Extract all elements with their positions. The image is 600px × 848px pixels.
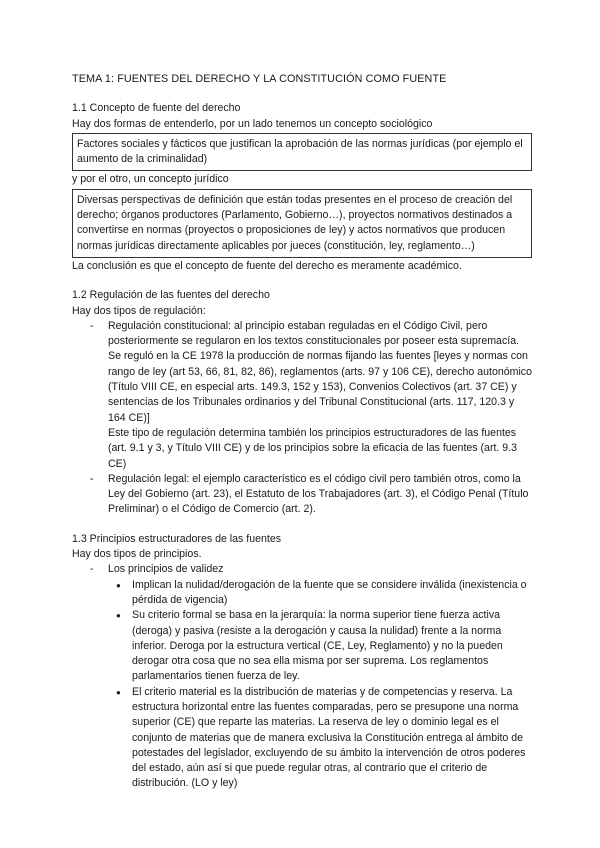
validity-bullets (72, 578, 532, 792)
section-1 (72, 101, 532, 274)
section-1-intro: Hay dos formas de entenderlo, por un lado tenemos un concepto sociológico (72, 117, 433, 130)
list-item (72, 472, 532, 518)
legal-concept-box: Diversas perspectivas de definición que están todas presentes en el proceso de creación del derecho; órganos productores (Parlamento, Gobierno…), proyectos normativos destinados a convertirse en normas (proyectos o proposiciones de ley) y actos normativos que producen normas jurídicas directamente aplicables por jueces (constitución, ley, reglamento…) (72, 189, 532, 258)
section-2 (72, 288, 532, 517)
legal-regulation-text: - Regulación legal: el ejemplo característico es el código civil pero también otros, como la Ley del Gobierno (art. 23), el Estatuto de los Trabajadores (art. 3), el Código Penal (Título Preliminar) o el Código de Comercio (art. 2). (108, 472, 529, 516)
sociological-concept-box: Factores sociales y fácticos que justifican la aprobación de las normas jurídicas (por ejemplo el aumento de la criminalidad) (72, 133, 532, 172)
document-title: TEMA 1: FUENTES DEL DERECHO Y LA CONSTITUCIÓN COMO FUENTE (72, 73, 447, 85)
validity-principles-label: - Los principios de validez (108, 563, 224, 576)
section-2-intro: Hay dos tipos de regulación: (72, 304, 206, 317)
list-item: ● El criterio material es la distribución de materias y de competencias y reserva. La estructura horizontal entre las fuentes comparadas, pero se presupone una norma superior (CE) que reparte las materias. La reserva de ley o dominio legal es el conjunto de materias que de manera exclusiva la Constitución entrega al ámbito de potestades del legislador, excluyendo de su ámbito la intervención de otros poderes del estado, aún así si que puede regular otras, al contrario que el criterio de distribución. (LO y ley) (72, 685, 532, 792)
list-item (72, 562, 532, 577)
constitutional-regulation-text: - Regulación constitucional: al principio estaban reguladas en el Código Civil, pero posteriormente se regularon en los textos constitucionales por poseer esta supremacía. Se reguló en la CE 1978 la producción de normas fijando las fuentes [leyes y normas con rango de ley (art 53, 66, 81, 82, 86), reglamentos (arts. 97 y 106 CE), derecho autonómico (Título VIII CE, en especial arts. 149.3, 152 y 153), Convenios Colectivos (art. 37 CE) y sentencias de los Tribunales ordinarios y del Tribunal Constitucional (arts. 117, 120.3 y 164 CE)] (108, 319, 532, 424)
list-item: ● Su criterio formal se basa en la jerarquía: la norma superior tiene fuerza activa (deroga) y pasiva (resiste a la derogación y causa la nulidad) frente a la norma inferior. Deroga por la estructura vertical (CE, Ley, Reglamento) y no la pueden derogar otra cosa que no sea ella misma por ser suprema. Los reglamentos parlamentarios tienen fuerza de ley. (72, 608, 532, 684)
section-1-heading: 1.1 Concepto de fuente del derecho (72, 102, 241, 115)
document-page (72, 72, 532, 792)
list-item (72, 319, 532, 472)
section-1-conclusion: La conclusión es que el concepto de fuente del derecho es meramente académico. (72, 259, 462, 272)
list-item: ● Implican la nulidad/derogación de la fuente que se considere inválida (inexistencia o pérdida de vigencia) (72, 578, 532, 609)
regulation-list (72, 319, 532, 518)
section-3-intro: Hay dos tipos de principios. (72, 548, 202, 561)
section-3 (72, 532, 532, 792)
section-3-heading: 1.3 Principios estructuradores de las fuentes (72, 532, 282, 545)
section-2-heading: 1.2 Regulación de las fuentes del derecho (72, 289, 270, 302)
section-1-mid: y por el otro, un concepto jurídico (72, 173, 229, 186)
constitutional-regulation-extra: Este tipo de regulación determina también los principios estructuradores de las fuentes (art. 9.1 y 3, y Título VIII CE) y de los principios sobre la eficacia de las fuentes (art. 9.3 CE) (108, 426, 518, 470)
principles-list (72, 562, 532, 577)
